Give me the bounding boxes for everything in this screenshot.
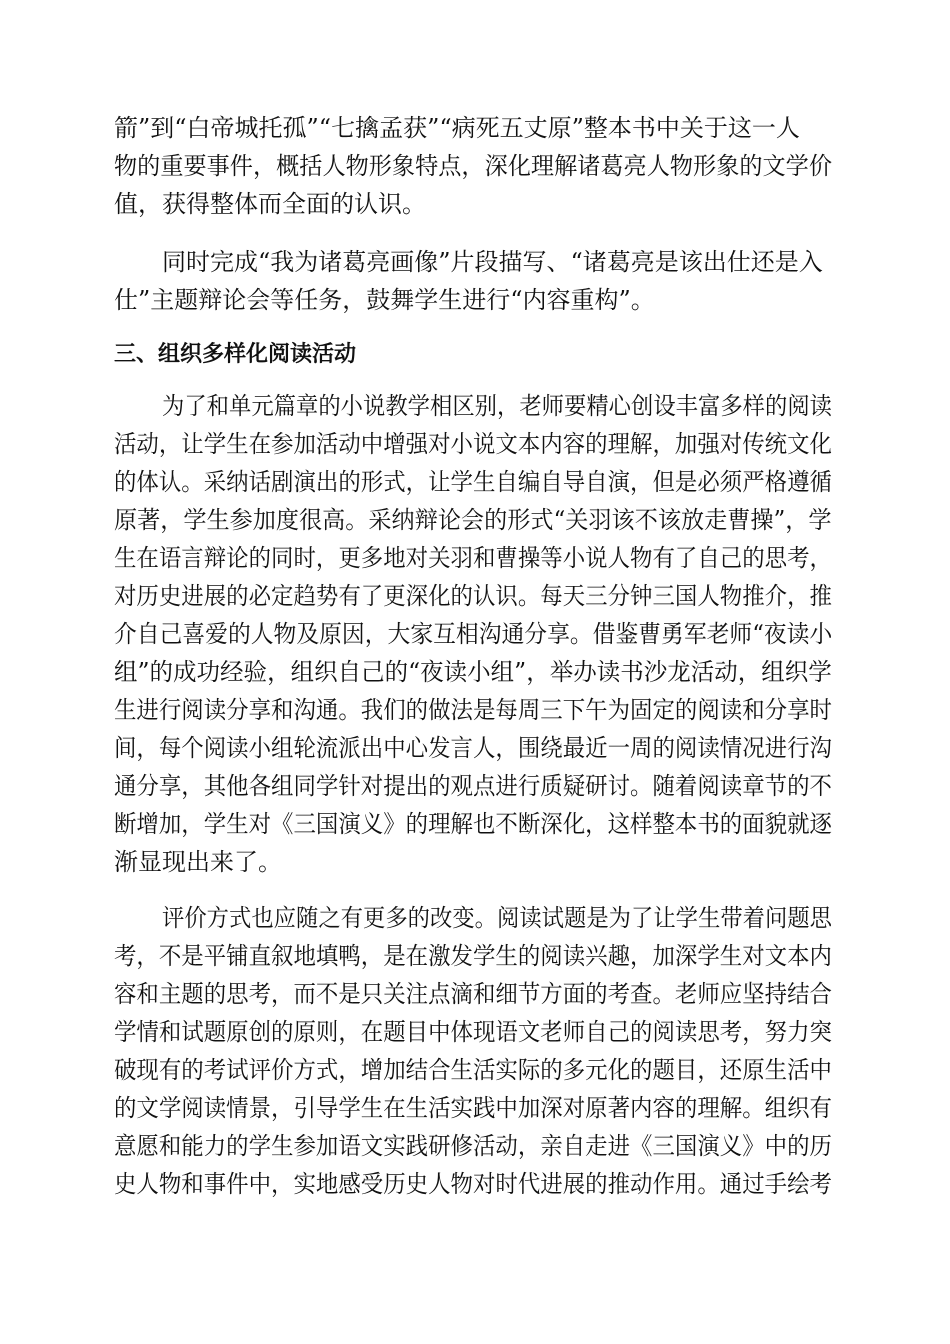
- text-line: 对历史进展的必定趋势有了更深化的认识。每天三分钟三国人物推介，推: [114, 582, 832, 610]
- text-line: 活动，让学生在参加活动中增强对小说文本内容的理解，加强对传统文化: [114, 430, 832, 458]
- text-line: 的体认。采纳话剧演出的形式，让学生自编自导自演，但是必须严格遵循: [114, 468, 832, 496]
- text-line: 考，不是平铺直叙地填鸭，是在激发学生的阅读兴趣，加深学生对文本内: [114, 942, 832, 970]
- text-line: 原著，学生参加度很高。采纳辩论会的形式“关羽该不该放走曹操”，学: [114, 506, 832, 534]
- text-line: 渐显现出来了。: [114, 848, 282, 876]
- text-line: 箭”到“白帝城托孤”“七擒孟获”“病死五丈原”整本书中关于这一人: [114, 114, 800, 142]
- text-line: 史人物和事件中，实地感受历史人物对时代进展的推动作用。通过手绘考: [114, 1170, 832, 1198]
- text-line: 学情和试题原创的原则，在题目中体现语文老师自己的阅读思考，努力突: [114, 1018, 832, 1046]
- text-line: 间，每个阅读小组轮流派出中心发言人，围绕最近一周的阅读情况进行沟: [114, 734, 832, 762]
- section-heading: 三、组织多样化阅读活动: [114, 342, 357, 367]
- text-line: 断增加，学生对《三国演义》的理解也不断深化，这样整本书的面貌就逐: [114, 810, 832, 838]
- text-line: 意愿和能力的学生参加语文实践研修活动，亲自走进《三国演义》中的历: [114, 1132, 832, 1160]
- text-line: 物的重要事件，概括人物形象特点，深化理解诸葛亮人物形象的文学价: [114, 152, 832, 180]
- text-line: 生进行阅读分享和沟通。我们的做法是每周三下午为固定的阅读和分享时: [114, 696, 832, 724]
- text-line: 的文学阅读情景，引导学生在生活实践中加深对原著内容的理解。组织有: [114, 1094, 832, 1122]
- text-line: 同时完成“我为诸葛亮画像”片段描写、“诸葛亮是该出仕还是入: [162, 248, 823, 276]
- text-line: 介自己喜爱的人物及原因，大家互相沟通分享。借鉴曹勇军老师“夜读小: [114, 620, 833, 648]
- text-line: 值，获得整体而全面的认识。: [114, 190, 426, 218]
- text-line: 组”的成功经验，组织自己的“夜读小组”，举办读书沙龙活动，组织学: [114, 658, 832, 686]
- text-line: 生在语言辩论的同时，更多地对关羽和曹操等小说人物有了自己的思考，: [114, 544, 832, 572]
- text-line: 为了和单元篇章的小说教学相区别，老师要精心创设丰富多样的阅读: [162, 392, 832, 420]
- document-page: [114, 0, 832, 1344]
- text-line: 破现有的考试评价方式，增加结合生活实际的多元化的题目，还原生活中: [114, 1056, 832, 1084]
- text-line: 通分享，其他各组同学针对提出的观点进行质疑研讨。随着阅读章节的不: [114, 772, 832, 800]
- text-line: 容和主题的思考，而不是只关注点滴和细节方面的考查。老师应坚持结合: [114, 980, 832, 1008]
- text-line: 评价方式也应随之有更多的改变。阅读试题是为了让学生带着问题思: [162, 904, 832, 932]
- text-line: 仕”主题辩论会等任务，鼓舞学生进行“内容重构”。: [114, 286, 655, 314]
